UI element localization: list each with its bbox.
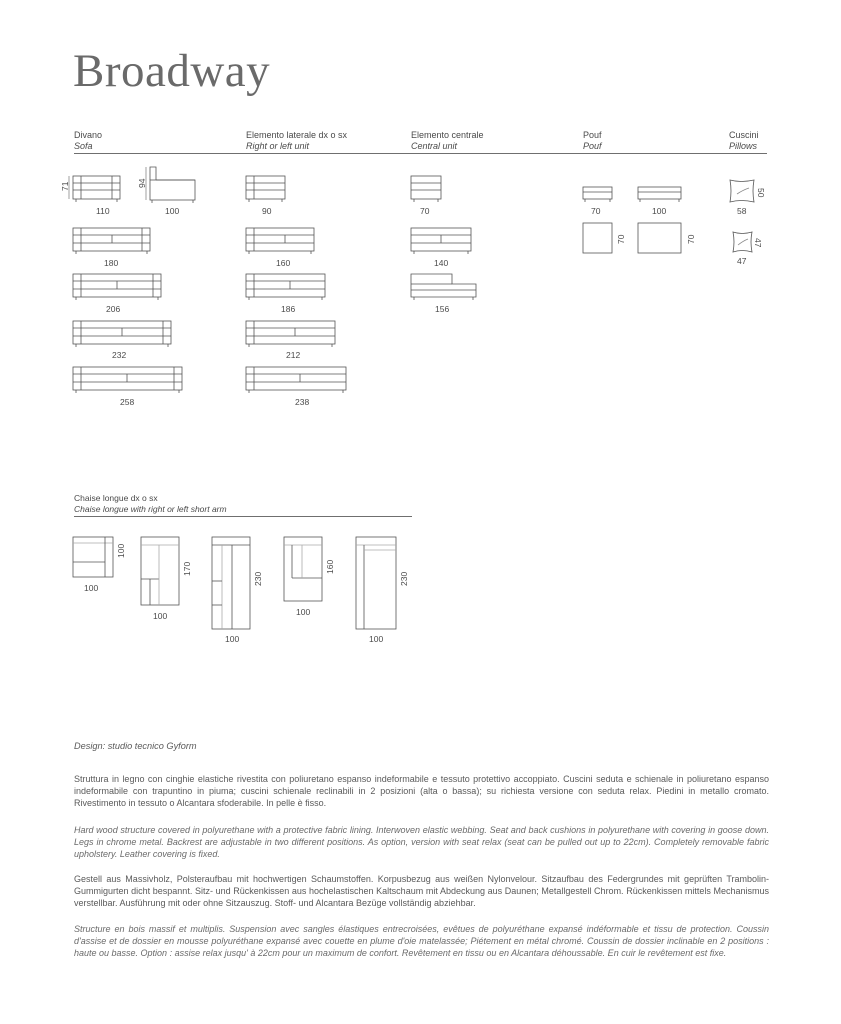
column-header-label: Elemento laterale dx o sx [246,130,348,140]
sofa-depth-label: 100 [165,206,180,216]
sofa-258 [73,367,182,393]
side-unit-width-label: 212 [286,350,301,360]
sofa-side-view [69,176,120,202]
pouf-100-top [638,223,681,253]
central-unit-width-label: 140 [434,258,449,268]
side-unit-212 [246,321,335,347]
pouf-100-front [638,187,681,202]
central-unit-156 [411,274,476,300]
sofa-232 [73,321,171,347]
chaise-100x160 [284,537,322,601]
design-credit: Design: studio tecnico Gyform [74,741,197,751]
chaise-100x230b [356,537,396,629]
side-unit-186 [246,274,325,300]
sofa-width-label: 180 [104,258,119,268]
column-header-label: Divano [74,130,103,140]
pouf-width-label: 70 [591,206,601,216]
central-unit-70 [411,176,441,202]
description-french: Structure en bois massif et multiplis. Suspension avec sangles élastiques entrecroisées, evêtues de polyuréthane expansé indéformable et tissu de protection. Coussin d'assise et de dossier en mousse polyuréthane expansé avec couette en plume d'oie matelassée; Piétement en métal chromé. Coussin de dossier inclinable en 2 positions : haute ou basse. Option : assise relax jusqu' à 22cm pour un maximum de confort. Revêtement en tissu ou en Alcantara déhoussable. En cuir le revêtement est fixe. [74,924,769,959]
side-unit-width-label: 186 [281,304,296,314]
column-header-sublabel: Pillows [729,141,758,151]
side-unit-160 [246,228,314,254]
description-english: Hard wood structure covered in polyurethane with a protective fabric lining. Interwoven elastic webbing. Seat and back cushions in polyurethane with covering in goose down. Legs in chrome metal. Backrest are adjustable in two different positions. As option, version with seat relax (seat can be pulled out up to 22cm). Completely removable fabric upholstery. Leather covering is fixed. [74,825,769,860]
chaise-100x170 [141,537,179,605]
description-italian: Struttura in legno con cinghie elastiche rivestita con poliuretano espanso indeformabile e tessuto protettivo accoppiato. Cuscini seduta e schienale in poliuretano espanso indeformabile con trapuntino in piuma; cuscini schienale reclinabili in 2 posizioni (alta o bassa); su richiesta versione con seduta relax. Piedini in metallo cromato. Rivestimento in tessuto o Alcantara sfoderabile. In pelle è fisso. [74,774,769,809]
chaise-section-sublabel: Chaise longue with right or left short arm [74,504,227,514]
column-header-sublabel: Sofa [74,141,93,151]
sofa-depth-view [146,167,195,203]
sofa-width-label: 206 [106,304,121,314]
chaise-section-rule [74,516,412,517]
side-unit-width-label: 90 [262,206,272,216]
central-unit-140 [411,228,471,254]
column-header-label: Cuscini [729,130,759,140]
pouf-70-top [583,223,612,253]
pillow-58 [730,180,754,202]
chaise-width-label: 100 [225,634,240,644]
side-unit-width-label: 160 [276,258,291,268]
sofa-206 [73,274,161,300]
description-german: Gestell aus Massivholz, Polsteraufbau mit hochwertigen Schaumstoffen. Korpusbezug aus weißen Nylonvelour. Sitzaufbau des Federgrundes mit geprüften Trambolin-Gummigurten dicht bespannt. Sitz- und Rückenkissen aus hochelastischen Kaltschaum mit Abdeckung aus Daunen; Metallgestell Chrom. Rückenkissen mittels Mechanismus verstellbar. Ausführung mit oder ohne Sitzauszug. Stoff- und Alcantara Bezüge vollständig abziehbar. [74,874,769,909]
sofa-depth-height-label: 94 [137,178,147,188]
pillow-width-label: 58 [737,206,747,216]
pouf-depth-label: 70 [616,234,626,244]
side-unit-238 [246,367,346,393]
pillow-width-label: 47 [737,256,747,266]
chaise-width-label: 100 [369,634,384,644]
chaise-length-label: 160 [325,559,335,574]
chaise-length-label: 230 [253,571,263,586]
chaise-section-label: Chaise longue dx o sx [74,493,158,503]
column-header-label: Pouf [583,130,602,140]
pillow-height-label: 47 [753,238,763,248]
column-header-sublabel: Right or left unit [246,141,310,151]
pouf-70-front [583,187,612,202]
chaise-length-label: 230 [399,571,409,586]
chaise-100x230 [212,537,250,629]
chaise-100x100 [73,537,113,577]
sofa-width-label: 110 [96,206,110,216]
sofa-width-label: 232 [112,350,127,360]
chaise-length-label: 170 [182,561,192,576]
chaise-width-label: 100 [84,583,99,593]
column-header-label: Elemento centrale [411,130,484,140]
chaise-length-label: 100 [116,543,126,558]
chaise-section-header [74,493,227,515]
central-unit-width-label: 70 [420,206,430,216]
side-unit-width-label: 238 [295,397,310,407]
pouf-depth-label: 70 [686,234,696,244]
column-header-sublabel: Central unit [411,141,458,151]
chaise-width-label: 100 [153,611,168,621]
sofa-180 [73,228,150,254]
pillow-height-label: 50 [756,188,766,198]
central-unit-width-label: 156 [435,304,450,314]
sofa-width-label: 258 [120,397,135,407]
column-header-sublabel: Pouf [583,141,602,151]
pillow-47 [733,232,752,252]
sofa-height-label: 71 [60,181,70,191]
chaise-width-label: 100 [296,607,311,617]
page-title: Broadway [73,45,271,97]
side-unit-90 [246,176,285,202]
pouf-width-label: 100 [652,206,667,216]
